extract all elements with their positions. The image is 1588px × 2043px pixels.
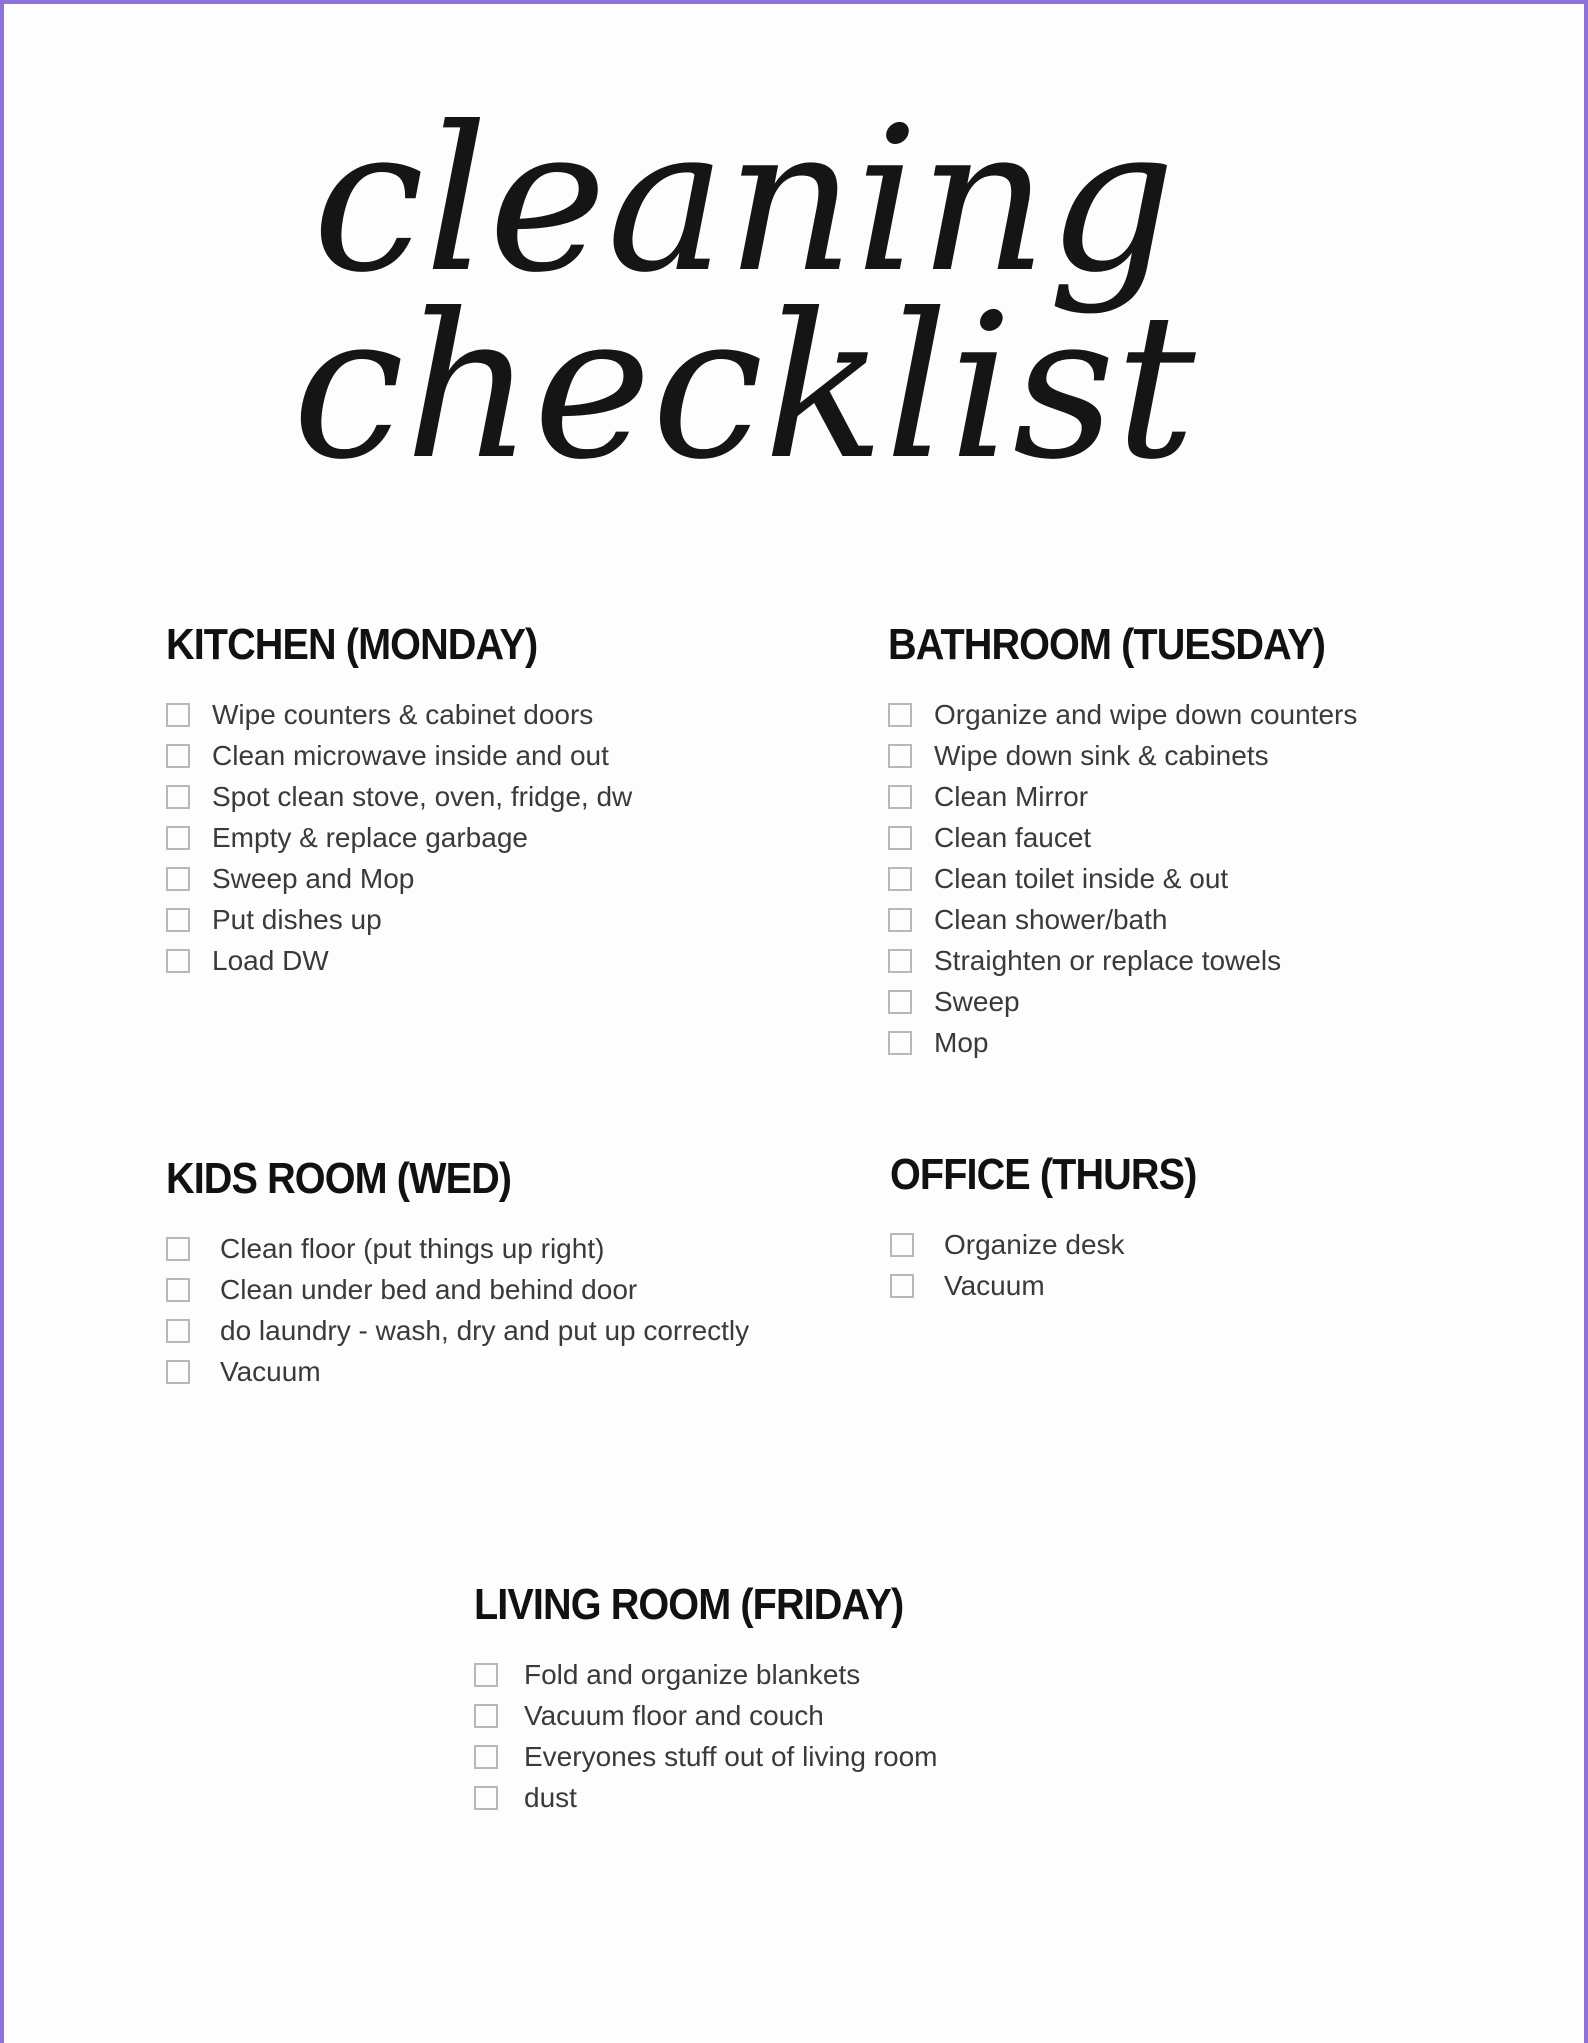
checkbox[interactable] [166,703,190,727]
item-label: Spot clean stove, oven, fridge, dw [212,780,633,812]
checklist-item[interactable] [166,1310,749,1351]
checkbox[interactable] [888,1031,912,1055]
checkbox[interactable] [890,1233,914,1257]
checkbox[interactable] [166,1360,190,1384]
title-line-2: checklist [292,271,1196,504]
checklist-item[interactable] [888,817,1374,858]
checklist-item[interactable] [474,1736,951,1777]
item-label: Wipe down sink & cabinets [934,739,1269,771]
section-kitchen [166,620,632,981]
checklist-item[interactable] [166,817,632,858]
checkbox[interactable] [888,703,912,727]
checklist-item[interactable] [474,1777,951,1818]
checkbox[interactable] [166,908,190,932]
item-label: Sweep and Mop [212,862,415,894]
checklist-item[interactable] [474,1654,951,1695]
checklist-item[interactable] [888,735,1374,776]
checklist-item[interactable] [166,858,632,899]
checkbox[interactable] [474,1745,498,1769]
checkbox[interactable] [888,949,912,973]
checkbox[interactable] [474,1704,498,1728]
checklist-item[interactable] [166,776,632,817]
checklist-item[interactable] [166,940,632,981]
item-label: do laundry - wash, dry and put up correctly [220,1314,750,1346]
section-title: BATHROOM (TUESDAY) [888,620,1326,669]
section-title: OFFICE (THURS) [890,1150,1197,1199]
item-label: Load DW [212,944,329,976]
checkbox[interactable] [888,744,912,768]
checkbox[interactable] [166,826,190,850]
checkbox[interactable] [166,1319,190,1343]
item-label: Clean Mirror [934,780,1089,812]
page-title [4,4,1588,564]
checklist-item[interactable] [166,735,632,776]
checkbox[interactable] [166,744,190,768]
item-label: Organize and wipe down counters [934,698,1358,730]
item-label: Clean floor (put things up right) [220,1232,605,1264]
item-label: Clean toilet inside & out [934,862,1229,894]
checkbox[interactable] [474,1786,498,1810]
checkbox[interactable] [888,785,912,809]
checklist-item[interactable] [166,1228,749,1269]
item-label: Everyones stuff out of living room [524,1740,938,1772]
item-label: Mop [934,1026,989,1058]
item-label: Vacuum [944,1269,1045,1301]
checklist-item[interactable] [888,940,1374,981]
checklist [474,1654,951,1818]
title-line-1: cleaning [312,84,1176,317]
section-bathroom [888,620,1374,1063]
item-label: Straighten or replace towels [934,944,1282,976]
checklist [166,694,632,981]
checkbox[interactable] [166,1237,190,1261]
item-label: Vacuum [220,1355,321,1387]
section-title: LIVING ROOM (FRIDAY) [474,1580,904,1629]
checklist-item[interactable] [888,981,1374,1022]
item-label: Clean faucet [934,821,1092,853]
checklist-item[interactable] [166,694,632,735]
checklist-item[interactable] [890,1224,1230,1265]
checkbox[interactable] [888,826,912,850]
item-label: Empty & replace garbage [212,821,528,853]
section-living-room [474,1580,951,1818]
item-label: Clean microwave inside and out [212,739,609,771]
checklist-item[interactable] [888,694,1374,735]
checklist [166,1228,749,1392]
item-label: Clean shower/bath [934,903,1168,935]
item-label: Clean under bed and behind door [220,1273,638,1305]
checklist [890,1224,1230,1306]
checkbox[interactable] [166,949,190,973]
checklist-item[interactable] [888,776,1374,817]
item-label: dust [524,1781,577,1813]
item-label: Put dishes up [212,903,382,935]
item-label: Wipe counters & cabinet doors [212,698,594,730]
item-label: Sweep [934,985,1020,1017]
checkbox[interactable] [888,867,912,891]
section-title: KIDS ROOM (WED) [166,1154,512,1203]
checklist-item[interactable] [166,1351,749,1392]
checklist-item[interactable] [166,899,632,940]
checklist-item[interactable] [888,1022,1374,1063]
item-label: Fold and organize blankets [524,1658,861,1690]
checkbox[interactable] [888,908,912,932]
item-label: Vacuum floor and couch [524,1699,824,1731]
checklist-item[interactable] [888,899,1374,940]
checkbox[interactable] [890,1274,914,1298]
checkbox[interactable] [888,990,912,1014]
section-office [890,1150,1230,1306]
checklist-item[interactable] [474,1695,951,1736]
checkbox[interactable] [166,1278,190,1302]
section-kids-room [166,1154,749,1392]
checklist [888,694,1374,1063]
checklist-item[interactable] [888,858,1374,899]
checklist-item[interactable] [890,1265,1230,1306]
checklist-item[interactable] [166,1269,749,1310]
item-label: Organize desk [944,1228,1125,1260]
section-title: KITCHEN (MONDAY) [166,620,538,669]
checkbox[interactable] [166,867,190,891]
checkbox[interactable] [166,785,190,809]
checkbox[interactable] [474,1663,498,1687]
